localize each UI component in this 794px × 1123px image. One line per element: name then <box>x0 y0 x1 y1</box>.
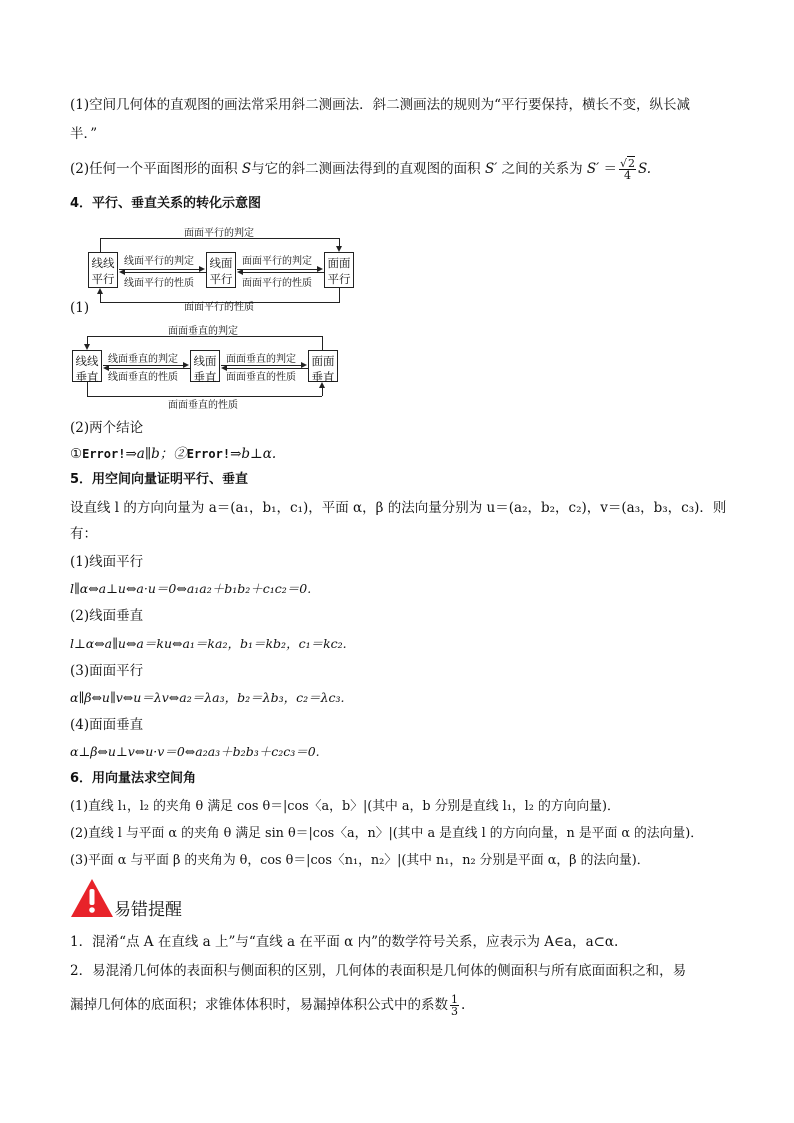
d2-m2-bot: 面面垂直的性质 <box>226 372 296 383</box>
d2-bottom-label: 面面垂直的性质 <box>168 400 238 411</box>
area-S-prime-2: S′ <box>586 161 600 177</box>
subheading-plane-plane-perp: (4)面面垂直 <box>70 717 144 733</box>
heading-6: 6．用向量法求空间角 <box>70 771 197 786</box>
warning-title: 易错提醒 <box>114 900 182 920</box>
w2-den: 3 <box>451 1005 458 1018</box>
fraction-root2-over-4: $\frac{√2}{4}$ <box>620 157 636 182</box>
d1-box-line-plane: 线面 平行 <box>206 252 236 288</box>
rule-line-1: (1)空间几何体的直观图的画法常采用斜二测画法．斜二测画法的规则为“平行要保持，横长不变，纵长减 <box>70 97 691 113</box>
area-end: S. <box>638 161 652 177</box>
error-2: Error! <box>186 447 231 461</box>
d1-m1-top: 线面平行的判定 <box>124 256 194 267</box>
c1-result: ⇒a∥b；② <box>125 446 187 462</box>
two-conclusions: (2)两个结论 <box>70 420 144 436</box>
d2-m1-top: 线面垂直的判定 <box>108 354 178 365</box>
d2-box-line-plane: 线面 垂直 <box>190 350 220 382</box>
fraction-one-third <box>450 994 459 1017</box>
formula-line-plane-perp: l⊥α⇔a∥u⇔a＝ku⇔a₁＝ka₂，b₁＝kb₂，c₁＝kc₂. <box>70 636 347 651</box>
vector-setup-cont: 有： <box>70 526 97 542</box>
subheading-line-plane-parallel: (1)线面平行 <box>70 554 144 570</box>
area-eq: ＝ <box>599 161 618 177</box>
heading-5: 5．用空间向量证明平行、垂直 <box>70 472 249 487</box>
frac-num: 2 <box>628 157 636 170</box>
formula-line-plane-parallel: l∥α⇔a⊥u⇔a·u＝0⇔a₁a₂＋b₁b₂＋c₁c₂＝0. <box>70 581 312 596</box>
d1-m1-bot: 线面平行的性质 <box>124 278 194 289</box>
subheading-plane-plane-parallel: (3)面面平行 <box>70 663 144 679</box>
d2-top-label: 面面垂直的判定 <box>168 326 238 337</box>
subheading-line-plane-perp: (2)线面垂直 <box>70 608 144 624</box>
warning-icon <box>70 878 114 918</box>
d2-box-line-line: 线线 垂直 <box>72 350 102 382</box>
area-text-3: 之间的关系为 <box>497 161 587 177</box>
formula-plane-plane-perp: α⊥β⇔u⊥v⇔u·v＝0⇔a₂a₃＋b₂b₃＋c₂c₃＝0. <box>70 744 320 759</box>
angle-plane-plane: (3)平面 α 与平面 β 的夹角为 θ，cos θ＝|cos〈n₁，n₂〉|(其中 n₁，n₂ 分别是平面 α，β 的法向量)． <box>70 853 650 868</box>
angle-lines: (1)直线 l₁，l₂ 的夹角 θ 满足 cos θ＝|cos〈a，b〉|(其中 a，b 分别是直线 l₁，l₂ 的方向向量)． <box>70 799 620 814</box>
area-text-2: 与它的斜二测画法得到的直观图的面积 <box>251 161 485 177</box>
warning-2-cont <box>70 994 465 1017</box>
angle-line-plane: (2)直线 l 与平面 α 的夹角 θ 满足 sin θ＝|cos〈a，n〉|(其中 a 是直线 l 的方向向量，n 是平面 α 的法向量)． <box>70 826 704 841</box>
warning-2-text: 漏掉几何体的底面积；求锥体体积时，易漏掉体积公式中的系数 <box>70 997 448 1013</box>
d2-m1-bot: 线面垂直的性质 <box>108 372 178 383</box>
d1-m2-top: 面面平行的判定 <box>242 256 312 267</box>
d1-box-line-line: 线线 平行 <box>88 252 118 288</box>
d1-bottom-label: 面面平行的性质 <box>184 302 254 313</box>
heading-4: 4．平行、垂直关系的转化示意图 <box>70 196 262 211</box>
formula-plane-plane-parallel: α∥β⇔u∥v⇔u＝λv⇔a₂＝λa₃，b₂＝λb₃，c₂＝λc₃. <box>70 690 345 705</box>
frac-den: 4 <box>624 169 632 182</box>
vector-setup: 设直线 l 的方向向量为 a＝(a₁，b₁，c₁)，平面 α，β 的法向量分别为 u＝(a₂，b₂，c₂)，v＝(a₃，b₃，c₃)．则 <box>70 500 727 516</box>
c2-result: ⇒b⊥α. <box>230 446 277 462</box>
w2-end: . <box>461 997 466 1013</box>
d2-m2-top: 面面垂直的判定 <box>226 354 296 365</box>
area-relation <box>70 158 651 181</box>
label-1: (1) <box>70 300 90 316</box>
d2-box-plane-plane: 面面 垂直 <box>308 350 338 382</box>
area-S: S <box>241 161 252 177</box>
d1-top-label: 面面平行的判定 <box>184 228 254 239</box>
conclusions-line <box>70 444 276 464</box>
w2-num: 1 <box>451 993 458 1006</box>
error-1: Error! <box>82 447 126 461</box>
area-text-1: (2)任何一个平面图形的面积 <box>70 161 242 177</box>
d1-m2-bot: 面面平行的性质 <box>242 278 312 289</box>
c1-marker: ① <box>70 446 83 462</box>
d1-box-plane-plane: 面面 平行 <box>324 252 354 288</box>
rule-line-1-cont: 半．” <box>70 126 98 142</box>
area-S-prime: S′ <box>484 161 498 177</box>
warning-1: 1．混淆“点 A 在直线 a 上”与“直线 a 在平面 α 内”的数学符号关系，应表示为 A∈a，a⊂α. <box>70 934 619 950</box>
warning-2: 2．易混淆几何体的表面积与侧面积的区别，几何体的表面积是几何体的侧面积与所有底面面积之和，易 <box>70 963 687 979</box>
